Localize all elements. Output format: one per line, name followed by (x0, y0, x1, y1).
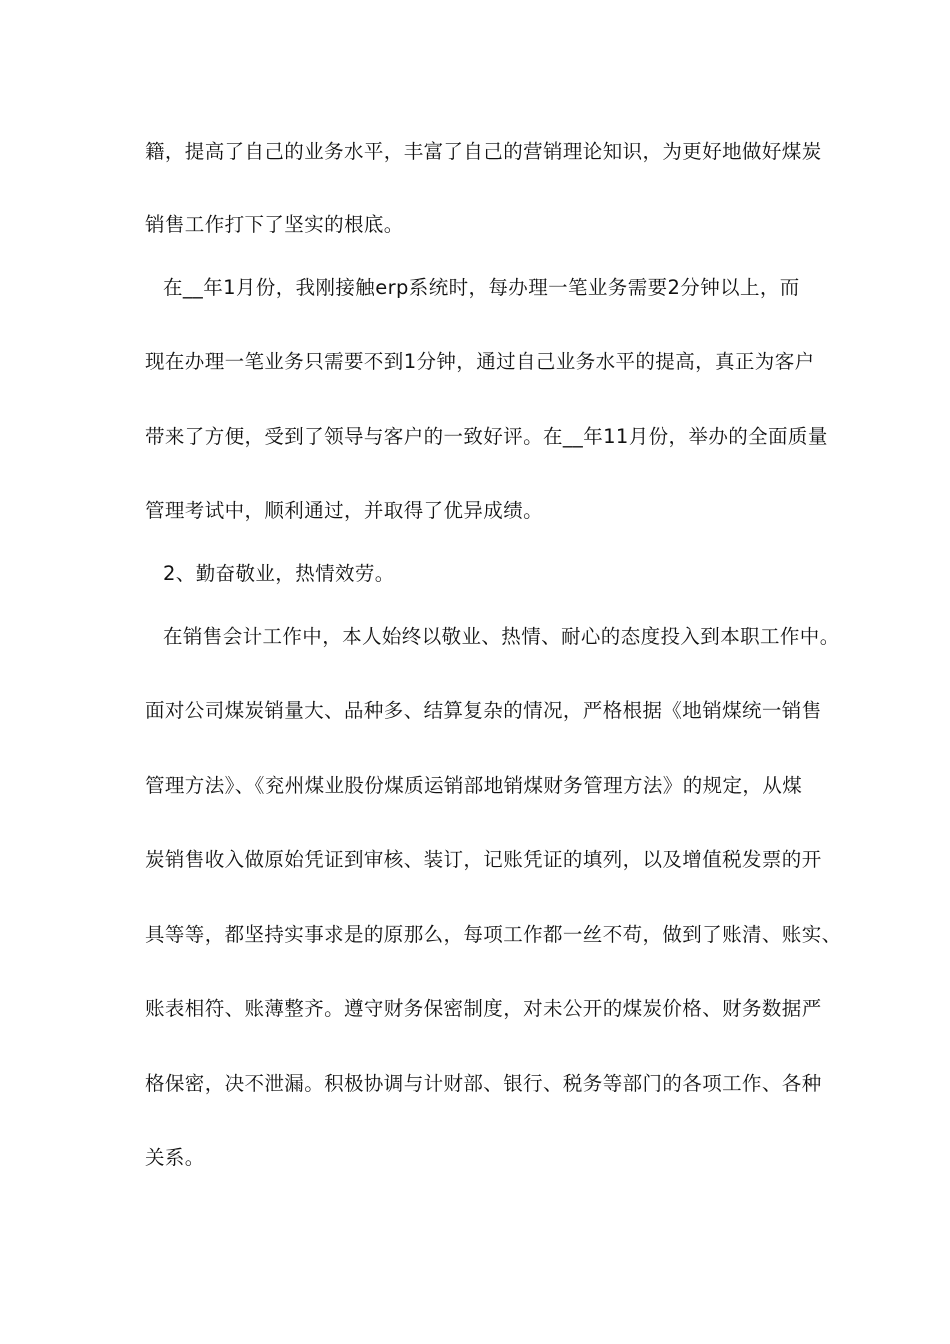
paragraph-line: 具等等，都坚持实事求是的原那么，每项工作都一丝不苟，做到了账清、账实、 (145, 923, 842, 946)
paragraph-line: 在销售会计工作中，本人始终以敬业、热情、耐心的态度投入到本职工作中。 (163, 625, 840, 648)
paragraph-line: 关系。 (145, 1146, 205, 1169)
paragraph-line: 带来了方便，受到了领导与客户的一致好评。在__年11月份，举办的全面质量 (145, 425, 828, 448)
paragraph-line: 现在办理一笔业务只需要不到1分钟，通过自己业务水平的提高，真正为客户 (145, 350, 815, 373)
paragraph-line: 格保密，决不泄漏。积极协调与计财部、银行、税务等部门的各项工作、各种 (145, 1072, 822, 1095)
paragraph-line: 账表相符、账薄整齐。遵守财务保密制度，对未公开的煤炭价格、财务数据严 (145, 997, 822, 1020)
paragraph-line: 炭销售收入做原始凭证到审核、装订，记账凭证的填列，以及增值税发票的开 (145, 848, 822, 871)
paragraph-line: 面对公司煤炭销量大、品种多、结算复杂的情况，严格根据《地销煤统一销售 (145, 699, 822, 722)
paragraph-line: 在__年1月份，我刚接触erp系统时，每办理一笔业务需要2分钟以上，而 (163, 276, 800, 299)
paragraph-line: 销售工作打下了坚实的根底。 (145, 213, 404, 236)
section-heading: 2、勤奋敬业，热情效劳。 (163, 562, 395, 585)
paragraph-line: 管理考试中，顺利通过，并取得了优异成绩。 (145, 499, 544, 522)
paragraph-line: 管理方法》、《兖州煤业股份煤质运销部地销煤财务管理方法》的规定，从煤 (145, 774, 803, 797)
paragraph-line: 籍，提高了自己的业务水平，丰富了自己的营销理论知识，为更好地做好煤炭 (145, 140, 822, 163)
